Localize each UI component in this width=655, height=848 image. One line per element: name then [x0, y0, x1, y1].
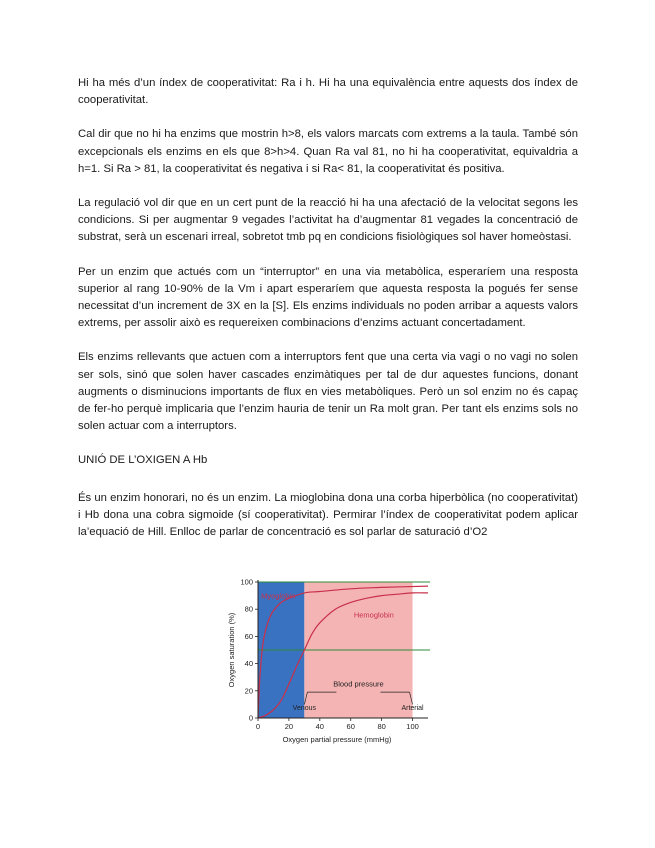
- paragraph-extreme-values: Cal dir que no hi ha enzims que mostrin h>8, els valors marcats com extrems a la taula. També són excepcionals els enzims en els que 8>h>4. Quan Ra val 81, no hi ha cooperativitat, equivaldria a h=1. Si Ra > 81, la cooperativitat és negativa i si Ra< 81, la cooperativitat és positiva.: [78, 128, 578, 175]
- x-tick-label: 80: [377, 722, 386, 731]
- myoglobin-label: Myoglobin: [261, 591, 296, 601]
- y-tick-label: 100: [240, 577, 253, 587]
- document-page: [78, 75, 578, 558]
- paragraph-hemoglobin: És un enzim honorari, no és un enzim. La mioglobina dona una corba hiperbòlica (no cooperativitat) i Hb dona una cobra sigmoide (sí cooperativitat). Permirar l’índex de cooperativitat podem aplicar la’equació de Hill. Enlloc de parlar de concentració es sol parlar de saturació d’O2: [78, 491, 578, 539]
- x-tick-label: 40: [315, 722, 324, 731]
- hemoglobin-label: Hemoglobin: [353, 610, 394, 620]
- paragraph-cooperativity-indices: Hi ha més d’un índex de cooperativitat: Ra i h. Hi ha una equivalència entre aquests dos índex de cooperativitat.: [78, 77, 578, 107]
- arterial-label: Arterial: [401, 704, 424, 712]
- y-tick-label: 0: [248, 713, 253, 723]
- section-heading: UNIÓ DE L’OXIGEN A Hb: [78, 454, 208, 467]
- paragraph-enzyme-cascades: Els enzims rellevants que actuen com a interruptors fent que una certa via vagi o no vagi no solen ser sols, sinó que solen haver cascades enzimàtiques per tal de dur aquestes funcions, donant augments o disminucions importants de flux en vies metabòliques. Però un sol enzim no és capaç de fer-ho perquè implicaria que l’enzim hauria de tenir un Ra molt gran. Per tant els enzims sols no solen actuar com a interruptors.: [78, 351, 578, 433]
- x-axis-label: Oxygen partial pressure (mmHg): [282, 735, 392, 744]
- x-tick-label: 100: [406, 722, 419, 731]
- y-tick-label: 80: [244, 604, 253, 614]
- venous-label: Venous: [292, 704, 317, 712]
- y-axis-label: Oxygen saturation (%): [227, 612, 236, 688]
- x-tick-label: 60: [346, 722, 355, 731]
- x-tick-label: 0: [255, 722, 261, 731]
- x-tick-label: 20: [284, 722, 294, 731]
- paragraph-regulation: La regulació vol dir que en un cert punt de la reacció hi ha una afectació de la velocitat segons les condicions. Si per augmentar 9 vegades l’activitat ha d’augmentar 81 vegades la concentració de substrat, serà un escenari irreal, sobretot tmb pq en condicions fisiològiques sol haver homeòstasi.: [78, 197, 578, 244]
- y-tick-label: 40: [244, 659, 253, 669]
- chart-svg: [218, 572, 433, 752]
- oxygen-binding-chart: [218, 572, 433, 752]
- paragraph-switch-enzyme: Per un enzim que actués com un “interruptor” en una via metabòlica, esperaríem una resposta superior al rang 10-90% de la Vm i apart esperaríem que aquesta resposta la pogués fer sense necessitat d’un increment de 3X en la [S]. Els enzims individuals no poden arribar a aquests valors extrems, per assolir això es requereixen combinacions d’enzims actuant concertadament.: [78, 265, 578, 330]
- blood-pressure-label: Blood pressure: [333, 679, 384, 689]
- y-tick-label: 20: [244, 686, 253, 696]
- y-tick-label: 60: [244, 631, 253, 641]
